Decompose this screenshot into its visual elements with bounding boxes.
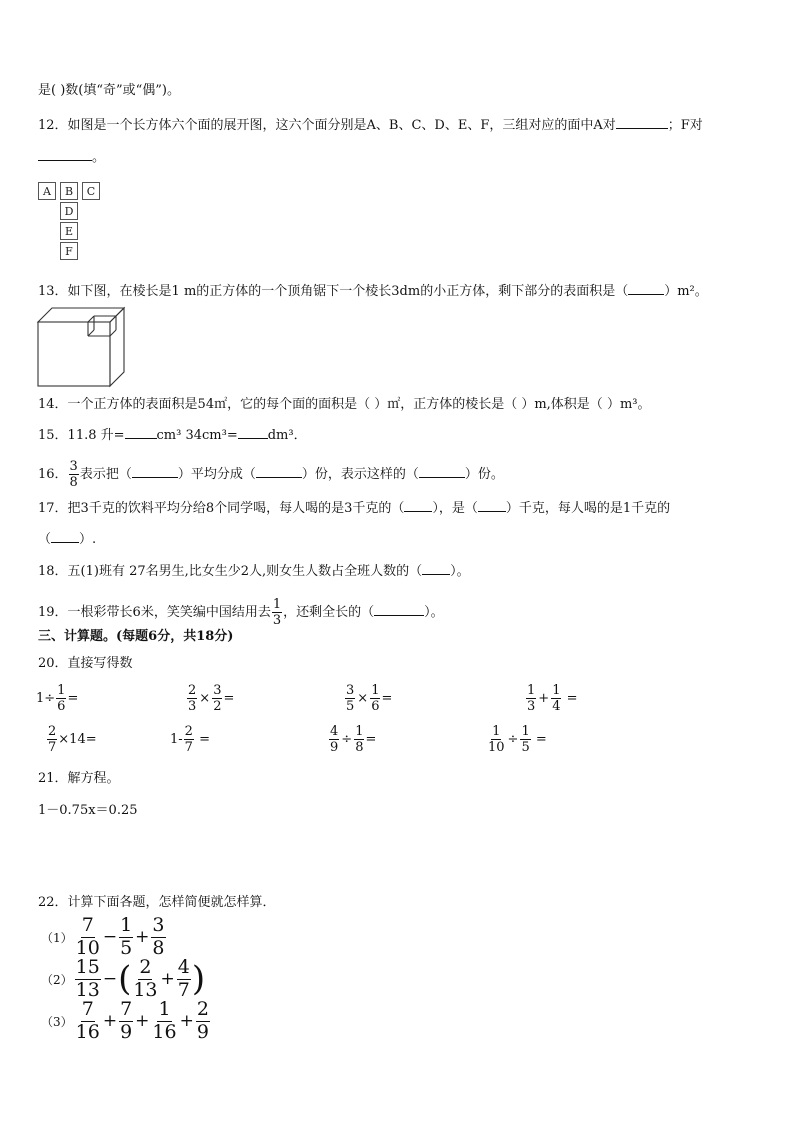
fraction	[75, 916, 101, 958]
q17-blank-1[interactable]	[404, 499, 432, 512]
q17-text-2	[38, 530, 96, 549]
operator: −	[102, 969, 118, 989]
fraction	[187, 684, 197, 713]
left-paren: (	[118, 959, 132, 999]
q14-text: 14．一个正方体的表面积是54㎡，它的每个面的面积是（ ）㎡，正方体的棱长是（ ）m,体积是（ ）m³。	[38, 397, 651, 412]
q16-blank-1[interactable]	[132, 465, 178, 478]
q13-stem: 13．如下图，在棱长是1 m的正方体的一个顶角锯下一个棱长3dm的小正方体，剩下部分的表面积是（	[38, 284, 629, 299]
frac-den: 6	[57, 699, 66, 714]
frac-den: 5	[521, 740, 530, 755]
expr-pre: 1÷	[36, 691, 56, 706]
expr-pre: 1-	[170, 732, 183, 747]
fraction	[212, 684, 222, 713]
operator: ÷	[341, 732, 353, 747]
q22-title: 22．计算下面各题，怎样简便就怎样算．	[38, 895, 276, 910]
fraction	[370, 684, 380, 713]
expr-post: =	[562, 691, 578, 706]
operator: +	[102, 1011, 118, 1031]
frac-den: 9	[120, 1021, 133, 1043]
frac-num: 1	[492, 724, 501, 739]
q20-item	[486, 725, 547, 754]
frac-den: 8	[152, 937, 165, 959]
q18-blank[interactable]	[422, 562, 450, 575]
net-face-d: D	[60, 202, 78, 220]
fraction	[345, 684, 355, 713]
frac-num: 1	[521, 724, 530, 739]
q17-c: ）千克，每人喝的是1千克的	[505, 501, 671, 516]
frac-den: 10	[75, 937, 100, 959]
frac-num: 2	[184, 724, 193, 739]
q22-problem-1	[40, 916, 167, 958]
section-3-heading: 三、计算题。(每题6分，共18分)	[38, 629, 234, 644]
q19-c: ）。	[424, 605, 444, 620]
frac-num: 7	[81, 998, 94, 1020]
q17-a: 17．把3千克的饮料平均分给8个同学喝，每人喝的是3千克的（	[38, 501, 405, 516]
frac-den: 13	[75, 979, 100, 1001]
net-face-f: F	[60, 242, 78, 260]
frac-num: 4	[330, 724, 339, 739]
q12-mid: ；F对	[667, 118, 703, 133]
q15-a: 15．11.8 升=	[38, 428, 125, 443]
fraction	[56, 684, 66, 713]
frac-den: 6	[371, 699, 380, 714]
frac-num: 7	[120, 998, 133, 1020]
frac-den: 5	[346, 699, 355, 714]
q15-text	[38, 426, 307, 445]
expr-post: =	[365, 732, 377, 747]
fraction	[119, 916, 133, 958]
q21-equation: 1－0.75x＝0.25	[38, 803, 138, 818]
frac-den: 5	[120, 937, 133, 959]
cut-cube-figure	[36, 304, 128, 388]
q16-text	[38, 460, 504, 489]
net-face-c: C	[82, 182, 100, 200]
operator: +	[160, 969, 175, 989]
q12-stem: 12．如图是一个长方体六个面的展开图，这六个面分别是A、B、C、D、E、F，三组对应的面中A对	[38, 118, 616, 133]
fraction	[119, 1000, 133, 1042]
q22-problem-3	[40, 1000, 211, 1042]
problem-label: （1）	[41, 930, 73, 945]
frac-den: 16	[152, 1021, 177, 1043]
frac-num: 3	[69, 459, 78, 474]
q17-e: ）.	[79, 532, 97, 547]
fraction	[132, 958, 158, 1000]
q16-d: ）份，表示这样的（	[301, 467, 419, 482]
frac-num: 2	[48, 724, 57, 739]
q17-d: （	[38, 532, 52, 547]
frac-den: 8	[355, 740, 364, 755]
frac-den: 3	[527, 699, 536, 714]
frac-num: 1	[355, 724, 364, 739]
q19-blank[interactable]	[374, 603, 424, 616]
frac-den: 2	[213, 699, 222, 714]
fraction	[551, 684, 561, 713]
fraction	[354, 725, 364, 754]
expr-post: ×14=	[58, 732, 97, 747]
q17-blank-2[interactable]	[478, 499, 506, 512]
q18-b: ）。	[450, 564, 470, 579]
net-face-a: A	[38, 182, 56, 200]
frac-num: 15	[75, 956, 100, 978]
frac-den: 7	[184, 740, 193, 755]
q15-blank-2[interactable]	[238, 426, 268, 439]
expr-post: =	[381, 691, 393, 706]
q19-b: ，还剩全长的（	[283, 605, 375, 620]
q12-text	[38, 116, 703, 135]
operator: ÷	[507, 732, 519, 747]
net-face-e: E	[60, 222, 78, 240]
net-face-b: B	[60, 182, 78, 200]
q16-c: ）平均分成（	[177, 467, 256, 482]
q11-tail: 是( )数(填“奇”或“偶”)。	[38, 83, 181, 98]
fraction	[47, 725, 57, 754]
operator: −	[102, 927, 118, 947]
frac-num: 2	[139, 956, 152, 978]
frac-num: 1	[272, 597, 282, 612]
problem-label: （3）	[41, 1014, 73, 1029]
fraction	[184, 725, 194, 754]
q20-item	[36, 684, 78, 713]
fraction	[151, 1000, 177, 1042]
frac-num: 3	[152, 914, 165, 936]
q20-item	[46, 725, 97, 754]
q16-num: 16．	[38, 467, 68, 482]
right-paren: )	[191, 959, 206, 999]
q20-item	[186, 684, 234, 713]
q12-text-2	[38, 148, 105, 167]
fraction	[520, 725, 530, 754]
q20-item	[328, 725, 376, 754]
operator: ×	[357, 691, 369, 706]
frac-num: 2	[196, 998, 209, 1020]
q20-item	[525, 684, 578, 713]
q13-end: ）m²。	[664, 284, 708, 299]
q15-b: cm³ 34cm³=	[156, 428, 238, 443]
frac-den: 9	[330, 740, 339, 755]
frac-den: 13	[133, 979, 158, 1001]
problem-label: （2）	[41, 972, 73, 987]
q17-blank-3[interactable]	[51, 530, 79, 543]
operator: ×	[199, 691, 211, 706]
frac-num: 1	[527, 683, 536, 698]
q17-b: ），是（	[432, 501, 478, 516]
fraction	[177, 958, 191, 1000]
q17-text	[38, 499, 670, 518]
frac-den: 3	[272, 613, 282, 628]
q16-blank-3[interactable]	[419, 465, 465, 478]
frac-den: 8	[69, 475, 78, 490]
operator: +	[135, 927, 150, 947]
frac-den: 4	[552, 699, 561, 714]
expr-post: =	[223, 691, 235, 706]
q20-item	[344, 684, 392, 713]
q15-c: dm³．	[267, 428, 307, 443]
q21-title: 21．解方程。	[38, 771, 120, 786]
operator: +	[179, 1011, 194, 1031]
frac-num: 3	[346, 683, 355, 698]
expr-post: =	[531, 732, 547, 747]
operator: +	[538, 691, 550, 706]
frac-num: 1	[158, 998, 171, 1020]
expr-post: =	[194, 732, 210, 747]
fraction	[75, 958, 101, 1000]
fraction	[329, 725, 339, 754]
q19-a: 19．一根彩带长6米，笑笑编中国结用去	[38, 605, 271, 620]
q12-end: 。	[92, 150, 106, 165]
q13-blank[interactable]	[628, 282, 664, 295]
q12-blank-f[interactable]	[38, 148, 92, 161]
q20-title: 20．直接写得数	[38, 656, 133, 671]
q18-a: 18．五(1)班有 27名男生,比女生少2人,则女生人数占全班人数的（	[38, 564, 423, 579]
q16-blank-2[interactable]	[256, 465, 302, 478]
q12-blank-a[interactable]	[616, 116, 668, 129]
fraction-3-8	[69, 460, 79, 489]
frac-num: 4	[177, 956, 190, 978]
frac-den: 7	[48, 740, 57, 755]
operator: +	[135, 1011, 150, 1031]
fraction	[196, 1000, 210, 1042]
frac-den: 16	[75, 1021, 100, 1043]
fraction-1-3	[272, 598, 282, 627]
fraction	[75, 1000, 101, 1042]
frac-num: 3	[213, 683, 222, 698]
expr-post: =	[67, 691, 79, 706]
frac-den: 10	[488, 740, 505, 755]
frac-den: 3	[188, 699, 197, 714]
fraction	[151, 916, 165, 958]
frac-num: 1	[371, 683, 380, 698]
frac-den: 9	[196, 1021, 209, 1043]
q20-item	[170, 725, 210, 754]
q16-b: 表示把（	[79, 467, 132, 482]
q19-text	[38, 598, 444, 627]
q15-blank-1[interactable]	[125, 426, 157, 439]
frac-den: 7	[177, 979, 190, 1001]
fraction	[526, 684, 536, 713]
frac-num: 1	[57, 683, 66, 698]
fraction	[487, 725, 506, 754]
frac-num: 1	[120, 914, 133, 936]
q13-text	[38, 282, 708, 301]
frac-num: 1	[552, 683, 561, 698]
q22-problem-2	[40, 958, 205, 1000]
frac-num: 2	[188, 683, 197, 698]
q18-text	[38, 562, 470, 581]
q16-e: ）份。	[464, 467, 504, 482]
frac-num: 7	[81, 914, 94, 936]
